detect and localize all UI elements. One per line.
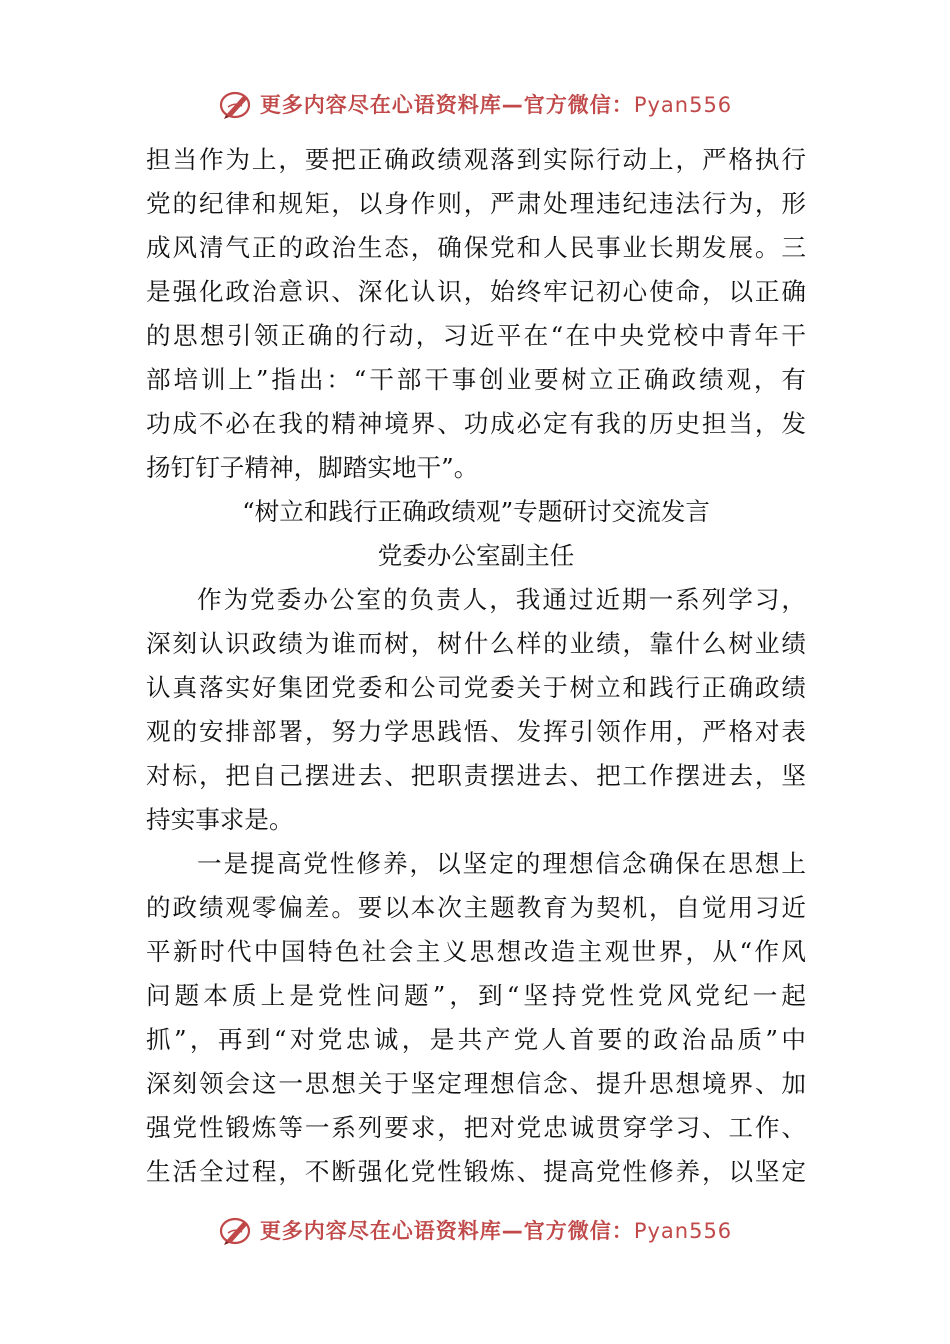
section-author: 党委办公室副主任 <box>377 541 575 570</box>
footer-watermark-banner <box>0 1210 950 1250</box>
body-line: 生活全过程，不断强化党性锻炼、提高党性修养，以坚定 <box>146 1157 806 1186</box>
body-line: 部培训上”指出：“干部干事创业要树立正确政绩观，有 <box>146 365 806 394</box>
body-line: 深刻认识政绩为谁而树，树什么样的业绩，靠什么树业绩 <box>146 629 806 658</box>
document-body <box>146 138 806 1194</box>
header-banner-text: 更多内容尽在心语资料库—官方微信：Pyan556 <box>259 93 733 117</box>
body-line: 问题本质上是党性问题”，到“坚持党性党风党纪一起 <box>146 981 806 1010</box>
body-line: 强党性锻炼等一系列要求，把对党忠诚贯穿学习、工作、 <box>146 1113 806 1142</box>
body-line: 扬钉钉子精神，脚踏实地干”。 <box>146 453 479 482</box>
section-title: “树立和践行正确政绩观”专题研讨交流发言 <box>242 497 710 526</box>
body-line: 认真落实好集团党委和公司党委关于树立和践行正确政绩 <box>146 673 806 702</box>
body-line: 持实事求是。 <box>146 805 294 834</box>
body-line: 成风清气正的政治生态，确保党和人民事业长期发展。三 <box>146 233 806 262</box>
body-line: 的政绩观零偏差。要以本次主题教育为契机，自觉用习近 <box>146 893 806 922</box>
pen-logo-icon <box>218 87 254 121</box>
body-line: 作为党委办公室的负责人，我通过近期一系列学习， <box>197 585 806 614</box>
body-line: 抓”，再到“对党忠诚，是共产党人首要的政治品质”中 <box>146 1025 806 1054</box>
body-line: 是强化政治意识、深化认识，始终牢记初心使命，以正确 <box>146 277 806 306</box>
body-line: 平新时代中国特色社会主义思想改造主观世界，从“作风 <box>146 937 806 966</box>
body-line: 对标，把自己摆进去、把职责摆进去、把工作摆进去，坚 <box>146 761 806 790</box>
pen-logo-icon <box>218 1213 254 1247</box>
body-line: 党的纪律和规矩，以身作则，严肃处理违纪违法行为，形 <box>146 189 806 218</box>
header-watermark-banner <box>0 84 950 124</box>
body-line: 担当作为上，要把正确政绩观落到实际行动上，严格执行 <box>146 145 806 174</box>
body-line: 观的安排部署，努力学思践悟、发挥引领作用，严格对表 <box>146 717 806 746</box>
body-line: 的思想引领正确的行动，习近平在“在中央党校中青年干 <box>146 321 806 350</box>
body-line: 一是提高党性修养，以坚定的理想信念确保在思想上 <box>197 849 806 878</box>
body-line: 深刻领会这一思想关于坚定理想信念、提升思想境界、加 <box>146 1069 806 1098</box>
body-line: 功成不必在我的精神境界、功成必定有我的历史担当，发 <box>146 409 806 438</box>
footer-banner-text: 更多内容尽在心语资料库—官方微信：Pyan556 <box>259 1219 733 1243</box>
